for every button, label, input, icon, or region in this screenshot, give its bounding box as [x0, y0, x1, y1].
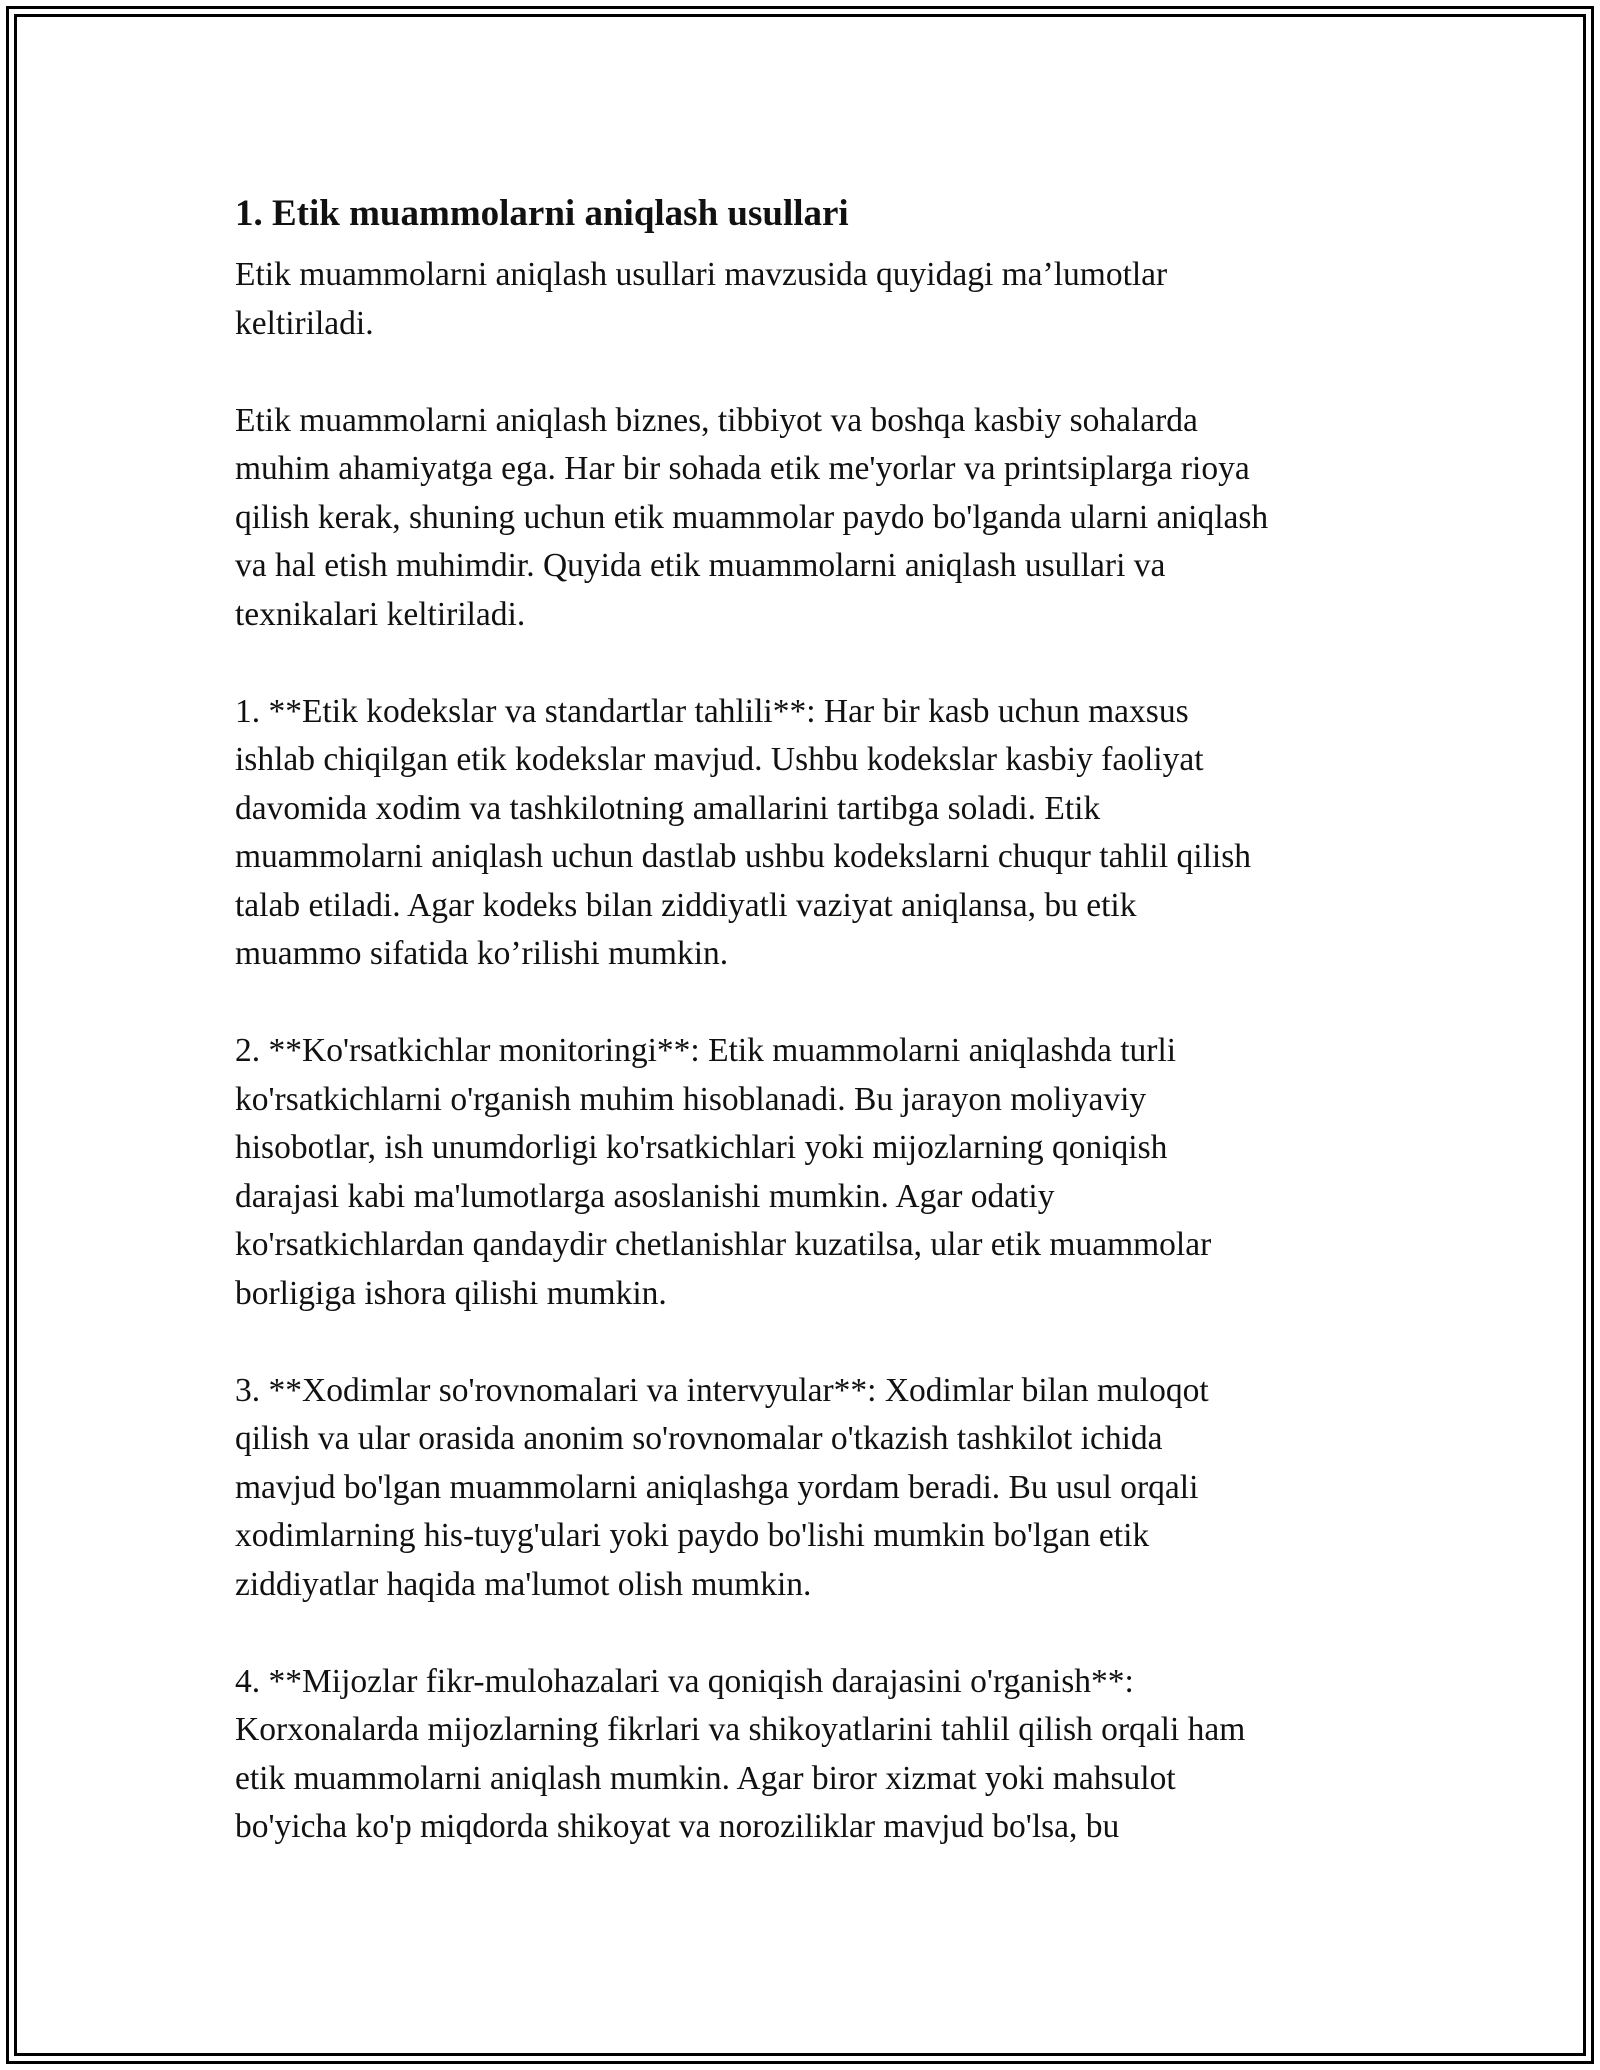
- text-line: borligiga ishora qilishi mumkin.: [235, 1274, 667, 1312]
- text-line: etik muammolarni aniqlash mumkin. Agar biror xizmat yoki mahsulot: [235, 1759, 1176, 1797]
- text-line: 2. **Ko'rsatkichlar monitoringi**: Etik muammolarni aniqlashda turli: [235, 1032, 1177, 1069]
- text-line: Korxonalarda mijozlarning fikrlari va shikoyatlarini tahlil qilish orqali ham: [235, 1711, 1246, 1748]
- text-line: muhim ahamiyatga ega. Har bir sohada etik me'yorlar va printsiplarga rioya: [235, 450, 1250, 487]
- text-line: davomida xodim va tashkilotning amallarini tartibga soladi. Etik: [235, 789, 1101, 827]
- text-line: muammolarni aniqlash uchun dastlab ushbu kodekslarni chuqur tahlil qilish: [235, 838, 1251, 875]
- document-title: 1. Etik muammolarni aniqlash usullari: [235, 193, 849, 234]
- text-line: ko'rsatkichlardan qandaydir chetlanishlar kuzatilsa, ular etik muammolar: [235, 1226, 1212, 1263]
- text-line: bo'yicha ko'p miqdorda shikoyat va noroziliklar mavjud bo'lsa, bu: [235, 1808, 1120, 1845]
- paragraph-gap: [235, 348, 1385, 397]
- text-line: va hal etish muhimdir. Quyida etik muammolarni aniqlash usullari va: [235, 547, 1166, 584]
- text-line: 1. **Etik kodekslar va standartlar tahlili**: Har bir kasb uchun maxsus: [235, 692, 1189, 730]
- text-line: mavjud bo'lgan muammolarni aniqlashga yordam beradi. Bu usul orqali: [235, 1468, 1199, 1506]
- paragraph-gap: [235, 1318, 1385, 1367]
- paragraph: [235, 251, 1385, 348]
- text-line: Etik muammolarni aniqlash biznes, tibbiyot va boshqa kasbiy sohalarda: [235, 401, 1198, 439]
- text-line: keltiriladi.: [235, 304, 374, 342]
- text-line: ziddiyatlar haqida ma'lumot olish mumkin.: [235, 1565, 812, 1603]
- text-line: xodimlarning his-tuyg'ulari yoki paydo bo'lishi mumkin bo'lgan etik: [235, 1517, 1150, 1554]
- paragraph-gap: [235, 639, 1385, 688]
- text-line: ko'rsatkichlarni o'rganish muhim hisoblanadi. Bu jarayon moliyaviy: [235, 1080, 1147, 1118]
- paragraph-gap: [235, 1609, 1385, 1658]
- paragraph-gap: [235, 979, 1385, 1028]
- text-line: 3. **Xodimlar so'rovnomalari va intervyular**: Xodimlar bilan muloqot: [235, 1371, 1209, 1409]
- text-line: hisobotlar, ish unumdorligi ko'rsatkichlari yoki mijozlarning qoniqish: [235, 1129, 1168, 1166]
- text-line: ishlab chiqilgan etik kodekslar mavjud. Ushbu kodekslar kasbiy faoliyat: [235, 741, 1204, 778]
- text-line: qilish kerak, shuning uchun etik muammolar paydo bo'lganda ularni aniqlash: [235, 498, 1269, 536]
- paragraph: [235, 1027, 1385, 1318]
- paragraph: [235, 397, 1385, 640]
- paragraph: [235, 1658, 1385, 1852]
- text-line: talab etiladi. Agar kodeks bilan ziddiyatli vaziyat aniqlansa, bu etik: [235, 886, 1137, 924]
- text-line: darajasi kabi ma'lumotlarga asoslanishi mumkin. Agar odatiy: [235, 1177, 1055, 1215]
- text-line: texnikalari keltiriladi.: [235, 595, 526, 633]
- paragraph: [235, 1367, 1385, 1610]
- paragraph: [235, 688, 1385, 979]
- document-body: [235, 185, 1385, 1852]
- text-line: muammo sifatida ko’rilishi mumkin.: [235, 935, 729, 972]
- text-line: qilish va ular orasida anonim so'rovnomalar o'tkazish tashkilot ichida: [235, 1420, 1163, 1457]
- text-line: Etik muammolarni aniqlash usullari mavzusida quyidagi ma’lumotlar: [235, 256, 1168, 293]
- text-line: 4. **Mijozlar fikr-mulohazalari va qoniqish darajasini o'rganish**:: [235, 1662, 1134, 1700]
